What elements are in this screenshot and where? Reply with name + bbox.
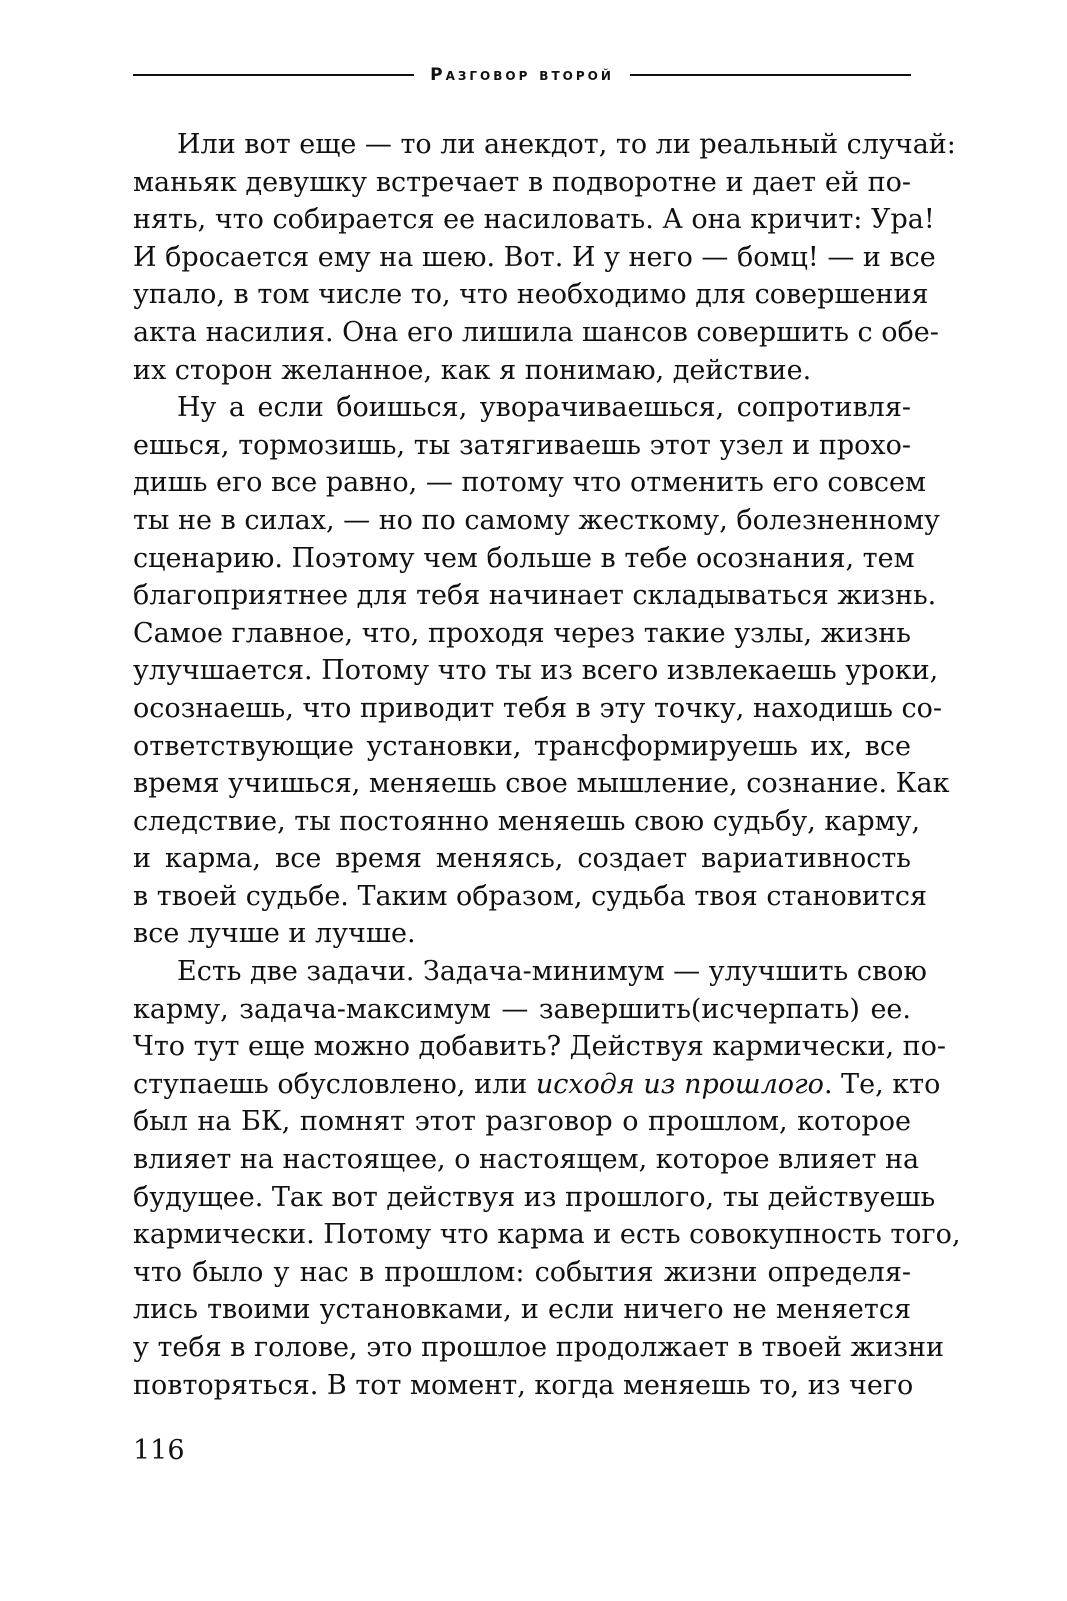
text-line: ответствующие установки, трансформируешь их, все bbox=[133, 730, 911, 762]
paragraph bbox=[133, 126, 956, 389]
chapter-title: Разговор второй bbox=[430, 65, 614, 85]
text-line: у тебя в голове, это прошлое продолжает в твоей жизни bbox=[133, 1332, 944, 1363]
text-line: что было у нас в прошлом: события жизни определя- bbox=[133, 1256, 911, 1288]
text-line: сценарию. Поэтому чем больше в тебе осознания, тем bbox=[133, 542, 915, 574]
body-text bbox=[133, 126, 961, 1404]
text-line: Ну а если боишься, уворачиваешься, сопротивля- bbox=[177, 392, 911, 424]
text-line: все лучше и лучше. bbox=[133, 918, 416, 950]
text-line-with-italic bbox=[133, 1066, 941, 1104]
text-line: время учишься, меняешь свое мышление, сознание. Как bbox=[133, 768, 950, 800]
text-line: лись твоими установками, и если ничего не меняется bbox=[133, 1294, 911, 1326]
text-line: И бросается ему на шею. Вот. И у него — бомц! — и все bbox=[133, 241, 936, 273]
text-line: будущее. Так вот действуя из прошлого, ты действуешь bbox=[133, 1181, 936, 1213]
text-line: Или вот еще — то ли анекдот, то ли реальный случай: bbox=[177, 129, 956, 160]
text-line: упало, в том числе то, что необходимо для совершения bbox=[133, 279, 929, 311]
text-line: улучшается. Потому что ты из всего извлекаешь уроки, bbox=[133, 655, 939, 687]
paragraph bbox=[133, 953, 961, 1404]
text-line: в твоей судьбе. Таким образом, судьба твоя становится bbox=[133, 880, 928, 912]
running-header bbox=[133, 60, 911, 90]
text-line: был на БК, помнят этот разговор о прошлом, которое bbox=[133, 1106, 911, 1138]
page-number: 116 bbox=[133, 1435, 185, 1466]
header-rule-right bbox=[630, 74, 911, 76]
text-line: ешься, тормозишь, ты затягиваешь этот узел и прохо- bbox=[133, 429, 911, 461]
text-line: осознаешь, что приводит тебя в эту точку, находишь со- bbox=[133, 692, 943, 724]
text-line: нять, что собирается ее насиловать. А она кричит: Ура! bbox=[133, 204, 935, 236]
text-line: следствие, ты постоянно меняешь свою судьбу, карму, bbox=[133, 805, 921, 837]
text-line: и карма, все время меняясь, создает вариативность bbox=[133, 843, 911, 875]
italic-phrase: исходя из прошлого bbox=[535, 1068, 824, 1100]
text-line: Что тут еще можно добавить? Действуя кармически, по- bbox=[133, 1031, 946, 1063]
header-rule-left bbox=[133, 74, 414, 76]
text-line: Есть две задачи. Задача-минимум — улучшить свою bbox=[177, 956, 927, 988]
text-line: дишь его все равно, — потому что отменить его совсем bbox=[133, 467, 926, 499]
text-line: их сторон желанное, как я понимаю, действие. bbox=[133, 354, 812, 386]
text-line: маньяк девушку встречает в подворотне и дает ей по- bbox=[133, 166, 911, 198]
text-line: ты не в силах, — но по самому жесткому, болезненному bbox=[133, 504, 940, 536]
text-line: карму, задача-максимум — завершить(исчерпать) ее. bbox=[133, 993, 911, 1025]
text-line: Самое главное, что, проходя через такие узлы, жизнь bbox=[133, 617, 911, 649]
text-line: кармически. Потому что карма и есть совокупность того, bbox=[133, 1219, 961, 1251]
text-line: благоприятнее для тебя начинает складываться жизнь. bbox=[133, 580, 937, 612]
text-span: ступаешь обусловлено, или bbox=[133, 1068, 536, 1100]
text-line: повторяться. В тот момент, когда меняешь то, из чего bbox=[133, 1369, 914, 1401]
text-line: акта насилия. Она его лишила шансов совершить с обе- bbox=[133, 316, 939, 348]
paragraph bbox=[133, 389, 950, 953]
text-span: . Те, кто bbox=[823, 1068, 941, 1100]
text-line: влияет на настоящее, о настоящем, которое влияет на bbox=[133, 1144, 920, 1176]
